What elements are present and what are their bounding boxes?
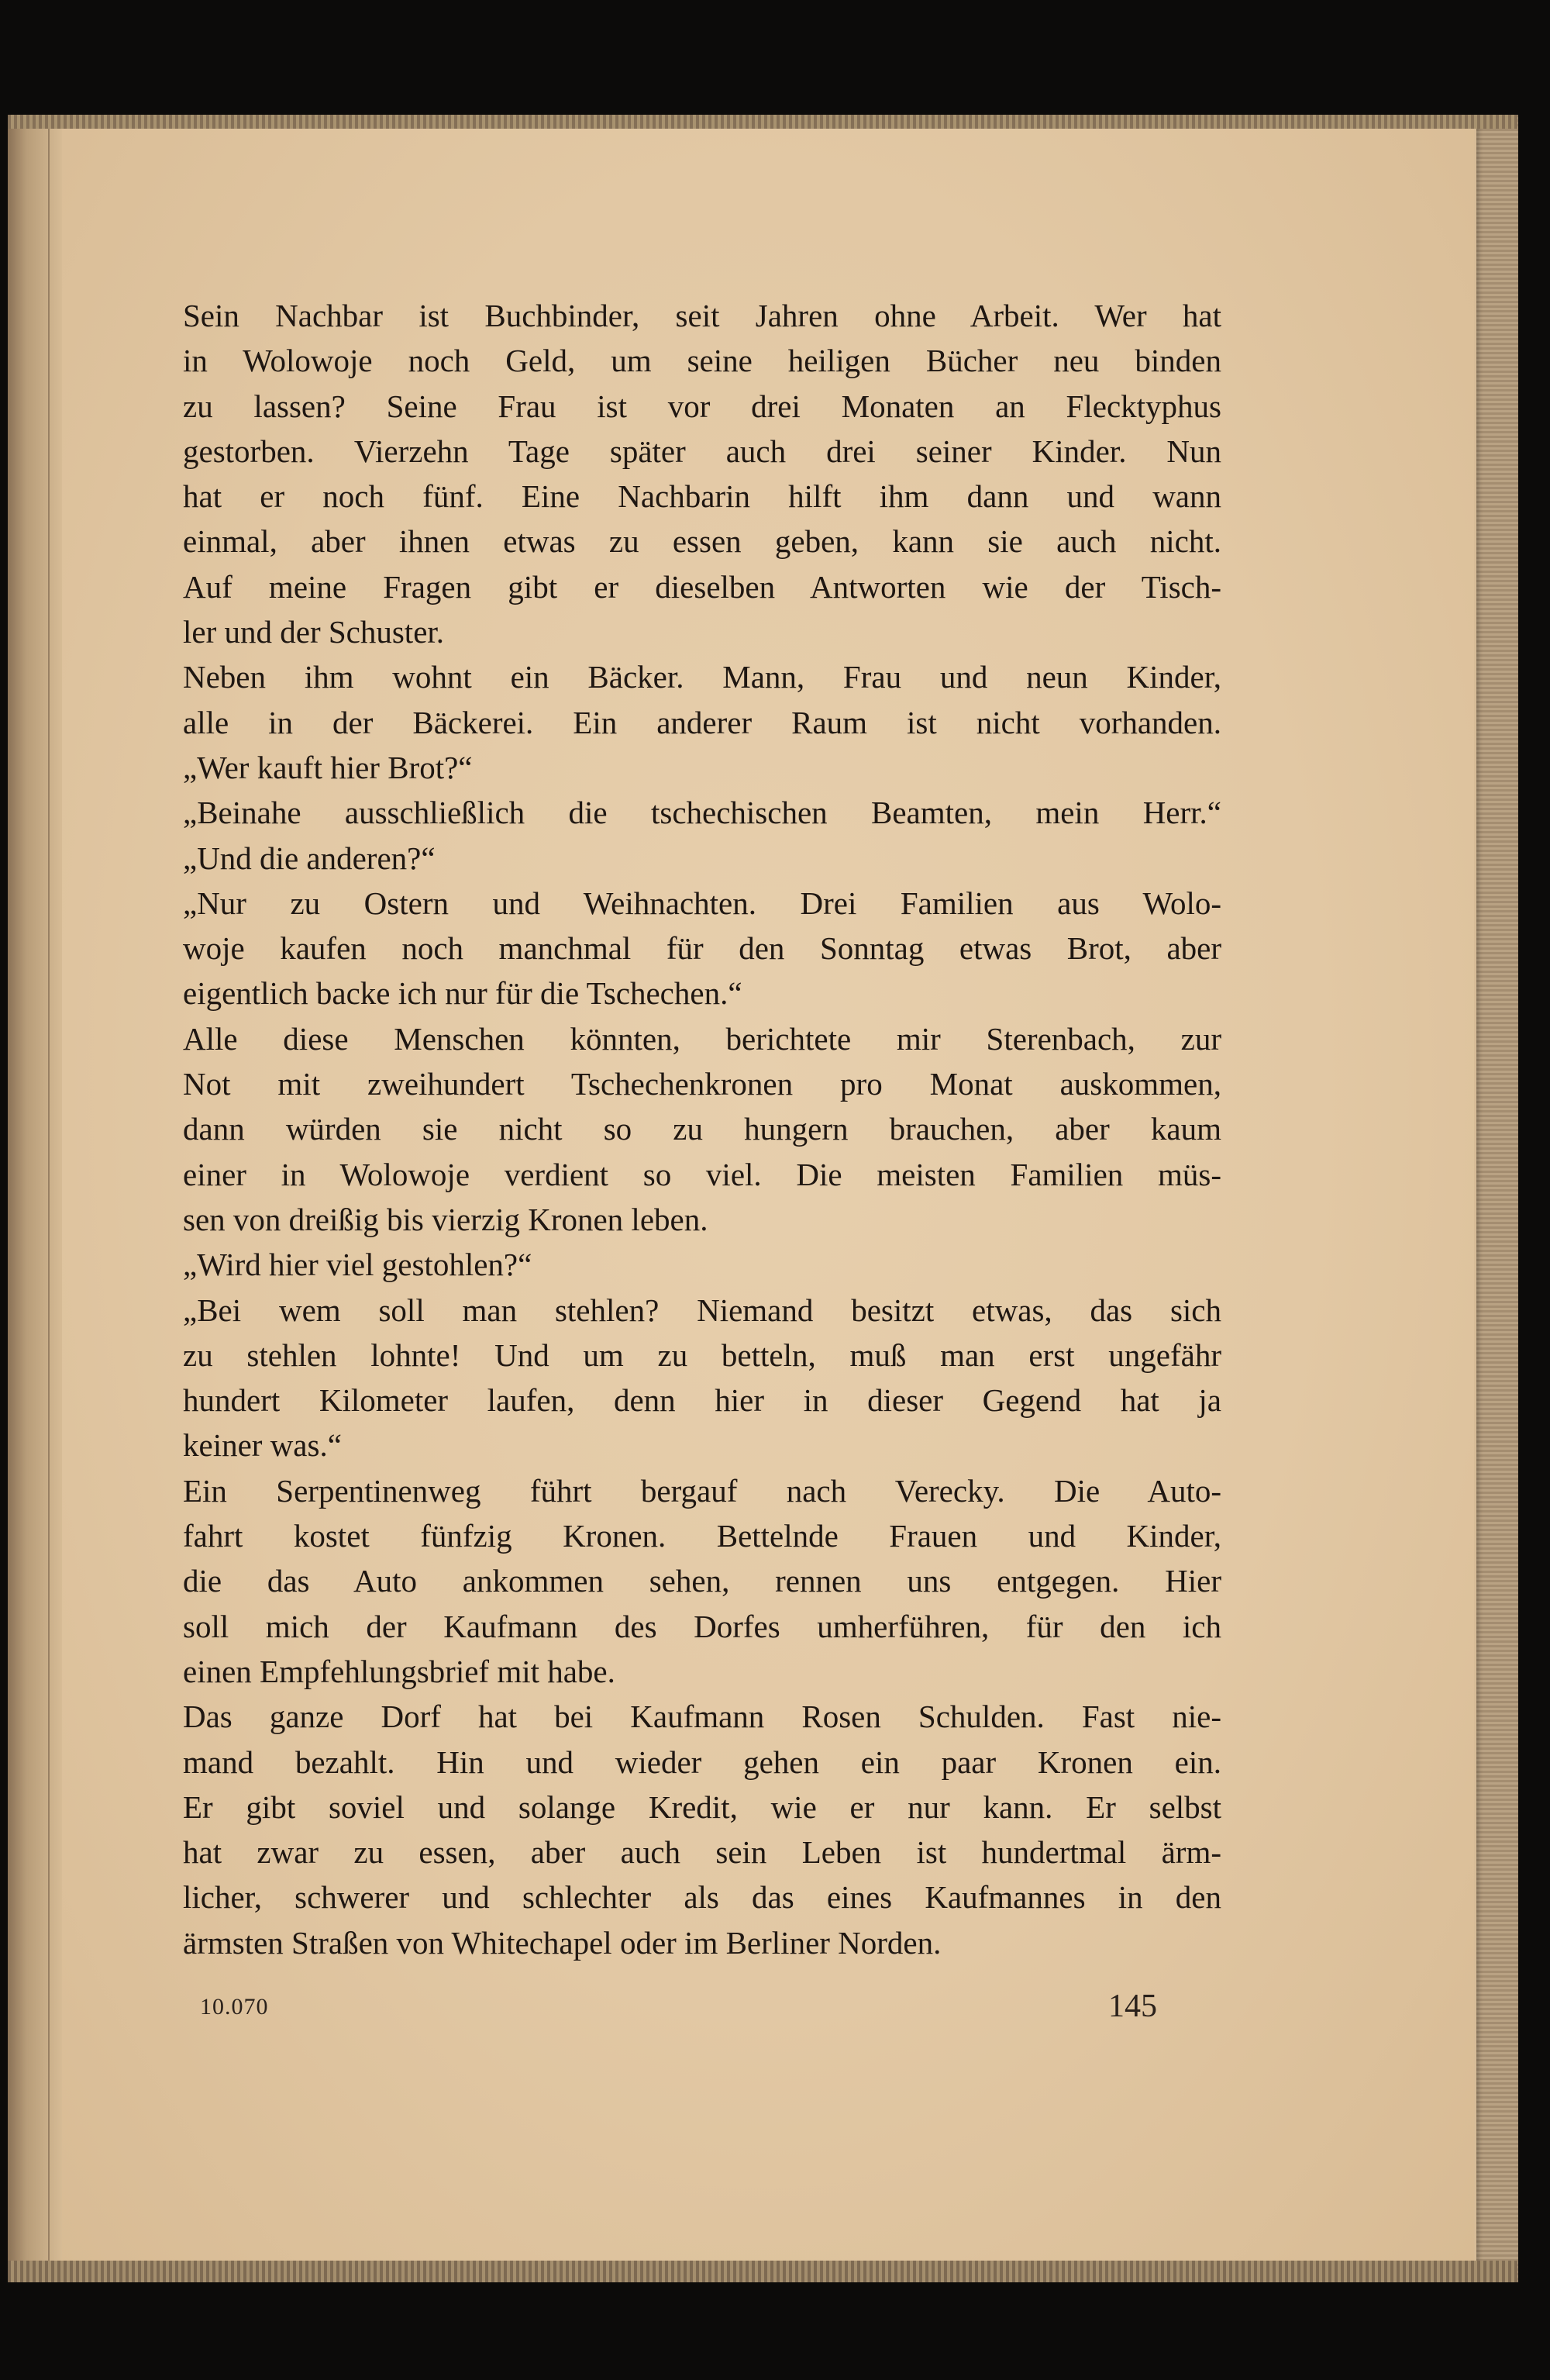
text-line: Er gibt soviel und solange Kredit, wie er nur kann. Er selbst xyxy=(183,1788,1221,1825)
text-line: keiner was.“ xyxy=(183,1427,342,1464)
text-line: „Wird hier viel gestohlen?“ xyxy=(183,1247,532,1283)
text-line: Not mit zweihundert Tschechenkronen pro Monat auskommen, xyxy=(183,1066,1221,1102)
gutter-fold xyxy=(48,129,50,2261)
text-line: woje kaufen noch manchmal für den Sonntag etwas Brot, aber xyxy=(183,930,1221,967)
text-line: sen von dreißig bis vierzig Kronen leben. xyxy=(183,1201,708,1237)
text-line: fahrt kostet fünfzig Kronen. Bettelnde Frauen und Kinder, xyxy=(183,1518,1221,1554)
text-line: mand bezahlt. Hin und wieder gehen ein paar Kronen ein. xyxy=(183,1744,1221,1780)
text-line: licher, schwerer und schlechter als das eines Kaufmannes in den xyxy=(183,1879,1221,1916)
text-line: zu lassen? Seine Frau ist vor drei Monaten an Flecktyphus xyxy=(183,388,1221,424)
page-number: 145 xyxy=(1108,1989,1157,2024)
top-page-edge xyxy=(8,115,1517,129)
page-gutter xyxy=(8,129,62,2261)
body-text xyxy=(183,293,1221,1965)
text-line: soll mich der Kaufmann des Dorfes umherführen, für den ich xyxy=(183,1608,1221,1644)
text-line: „Und die anderen?“ xyxy=(183,840,436,876)
text-line: in Wolowoje noch Geld, um seine heiligen Bücher neu binden xyxy=(183,343,1221,379)
text-line: Neben ihm wohnt ein Bäcker. Mann, Frau und neun Kinder, xyxy=(183,659,1221,695)
text-line: Sein Nachbar ist Buchbinder, seit Jahren ohne Arbeit. Wer hat xyxy=(183,298,1221,333)
text-line: zu stehlen lohnte! Und um zu betteln, muß man erst ungefähr xyxy=(183,1337,1221,1373)
text-line: eigentlich backe ich nur für die Tschechen.“ xyxy=(183,975,742,1012)
text-line: hundert Kilometer laufen, denn hier in dieser Gegend hat ja xyxy=(183,1382,1221,1419)
text-line: „Wer kauft hier Brot?“ xyxy=(183,749,473,785)
text-line: einmal, aber ihnen etwas zu essen geben, kann sie auch nicht. xyxy=(183,523,1221,560)
text-line: gestorben. Vierzehn Tage später auch drei seiner Kinder. Nun xyxy=(183,433,1221,469)
text-line: „Nur zu Ostern und Weihnachten. Drei Familien aus Wolo- xyxy=(183,885,1221,921)
printer-signature: 10.070 xyxy=(200,1994,269,2020)
text-line: ärmsten Straßen von Whitechapel oder im Berliner Norden. xyxy=(183,1924,942,1961)
text-line: alle in der Bäckerei. Ein anderer Raum ist nicht vorhanden. xyxy=(183,704,1221,740)
text-line: „Beinahe ausschließlich die tschechischen Beamten, mein Herr.“ xyxy=(183,795,1221,831)
text-line: die das Auto ankommen sehen, rennen uns entgegen. Hier xyxy=(183,1563,1221,1599)
text-line: hat zwar zu essen, aber auch sein Leben ist hundertmal ärm- xyxy=(183,1834,1221,1871)
text-line: ler und der Schuster. xyxy=(183,614,445,650)
text-line: hat er noch fünf. Eine Nachbarin hilft ihm dann und wann xyxy=(183,478,1221,515)
text-line: einer in Wolowoje verdient so viel. Die meisten Familien müs- xyxy=(183,1156,1221,1192)
text-line: Das ganze Dorf hat bei Kaufmann Rosen Schulden. Fast nie- xyxy=(183,1699,1221,1735)
bottom-page-edge xyxy=(8,2261,1517,2282)
text-line: Auf meine Fragen gibt er dieselben Antworten wie der Tisch- xyxy=(183,568,1221,605)
cover-cloth-edge xyxy=(1476,115,1518,2282)
text-line: Ein Serpentinenweg führt bergauf nach Verecky. Die Auto- xyxy=(183,1472,1221,1509)
text-line: dann würden sie nicht so zu hungern brauchen, aber kaum xyxy=(183,1111,1221,1147)
text-line: Alle diese Menschen könnten, berichtete mir Sterenbach, zur xyxy=(183,1020,1221,1057)
text-line: „Bei wem soll man stehlen? Niemand besitzt etwas, das sich xyxy=(183,1292,1221,1328)
text-line: einen Empfehlungsbrief mit habe. xyxy=(183,1653,615,1689)
